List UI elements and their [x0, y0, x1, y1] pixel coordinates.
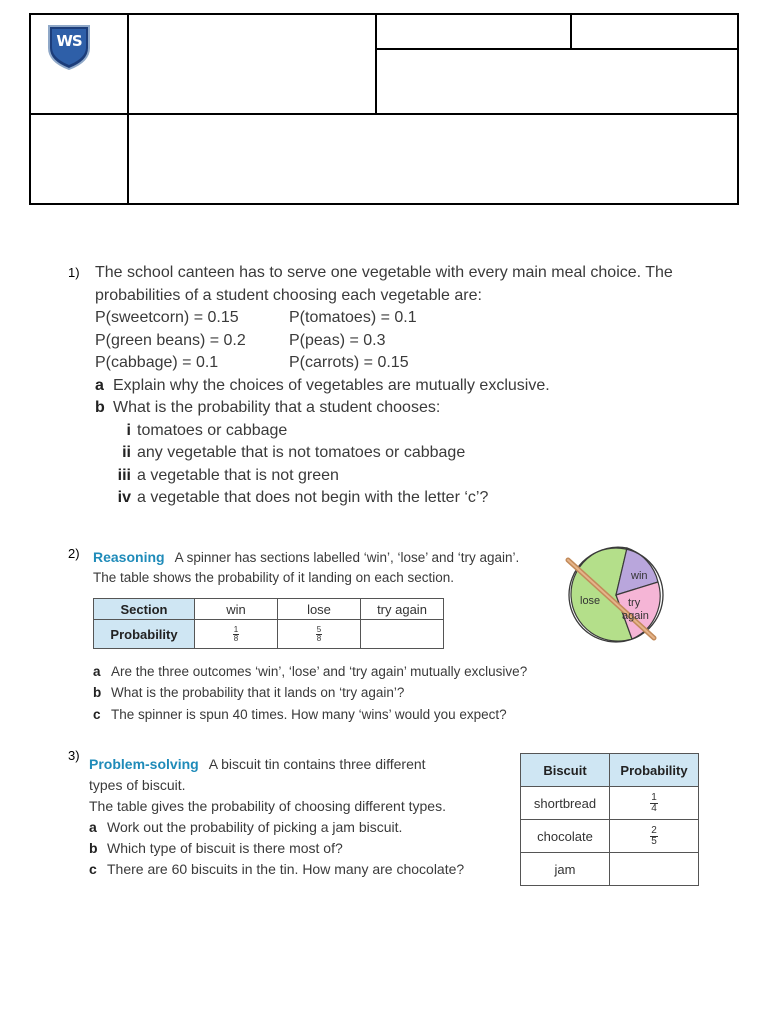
table-row-label: Probability — [94, 620, 195, 649]
spinner-lose-label: lose — [580, 595, 601, 607]
q1-subpart: iii a vegetable that is not green — [117, 466, 339, 484]
instruction-cell — [128, 114, 738, 204]
question-3: Problem-solving A biscuit tin contains three different types of biscuit. The table gives the probability of choosing different types. a Work out the probability of picking a jam biscuit. b Which type of biscuit is there most of? c There are 60 biscuits in the tin. How many are chocolate? — [89, 754, 464, 880]
table-cell: $\frac{1}{8}$ — [195, 620, 278, 649]
q1-subpart: i tomatoes or cabbage — [126, 421, 288, 439]
logo-cell — [30, 14, 128, 114]
table-header: Biscuit — [521, 754, 610, 787]
school-logo — [47, 24, 91, 70]
q1-prob-row: P(green beans) = 0.2 P(peas) = 0.3 — [95, 331, 386, 349]
table-cell-empty[interactable] — [610, 853, 699, 886]
q3-part-c: c There are 60 biscuits in the tin. How many are chocolate? — [89, 861, 465, 877]
q1-intro-line-1: The school canteen has to serve one vegetable with every main meal choice. The — [95, 264, 673, 281]
spinner-diagram — [560, 542, 668, 652]
q1-prob-row: P(cabbage) = 0.1 P(carrots) = 0.15 — [95, 354, 409, 371]
q1-prob-row: P(sweetcorn) = 0.15 P(tomatoes) = 0.1 — [95, 309, 417, 326]
q2-part-b: b What is the probability that it lands on ‘try again’? — [93, 685, 405, 700]
table-cell-empty[interactable] — [361, 620, 444, 649]
title-cell — [128, 14, 376, 114]
q1-intro-line-2: probabilities of a student choosing each vegetable are: — [95, 286, 482, 304]
label-cell — [30, 114, 128, 204]
q2-part-c: c The spinner is spun 40 times. How many ‘wins’ would you expect? — [93, 707, 507, 722]
table-cell: jam — [521, 853, 610, 886]
logo-text: WS — [56, 32, 82, 50]
q1-part-b: b What is the probability that a student chooses: — [95, 399, 441, 416]
q1-part-a: a Explain why the choices of vegetables are mutually exclusive. — [95, 376, 550, 394]
problem-solving-label: Problem-solving — [89, 756, 199, 772]
q2-part-a: a Are the three outcomes ‘win’, ‘lose’ and ‘try again’ mutually exclusive? — [93, 664, 528, 679]
info-cell — [376, 14, 738, 114]
table-header: lose — [278, 599, 361, 620]
table-header: try again — [361, 599, 444, 620]
table-cell: $\frac{5}{8}$ — [278, 620, 361, 649]
header-table — [29, 13, 739, 205]
date-field[interactable] — [571, 15, 737, 49]
q1-subpart: ii any vegetable that is not tomatoes or cabbage — [122, 444, 466, 461]
class-field[interactable] — [377, 49, 737, 113]
table-header: Section — [94, 599, 195, 620]
table-cell: chocolate — [521, 820, 610, 853]
table-cell: $\frac{1}{4}$ — [610, 787, 699, 820]
spinner-probability-table — [93, 598, 444, 649]
question-1-number: 1) — [68, 265, 80, 280]
table-cell: shortbread — [521, 787, 610, 820]
table-header: Probability — [610, 754, 699, 787]
q1-subpart: iv a vegetable that does not begin with the letter ‘c’? — [117, 489, 489, 506]
biscuit-probability-table — [520, 753, 699, 886]
question-1 — [95, 262, 673, 510]
reasoning-label: Reasoning — [93, 549, 165, 565]
q3-part-a: a Work out the probability of picking a jam biscuit. — [89, 819, 403, 835]
name-field[interactable] — [377, 15, 571, 49]
question-2-intro: Reasoning A spinner has sections labelled ‘win’, ‘lose’ and ‘try again’. The table shows the probability of it landing on each section. — [93, 549, 520, 585]
q3-part-b: b Which type of biscuit is there most of? — [89, 840, 343, 856]
question-2-number: 2) — [68, 546, 80, 561]
table-cell: $\frac{2}{5}$ — [610, 820, 699, 853]
question-3-number: 3) — [68, 748, 80, 763]
spinner-try-label: try — [628, 597, 641, 609]
table-header: win — [195, 599, 278, 620]
spinner-win-label: win — [631, 570, 648, 582]
spinner-again-label: again — [622, 610, 649, 622]
